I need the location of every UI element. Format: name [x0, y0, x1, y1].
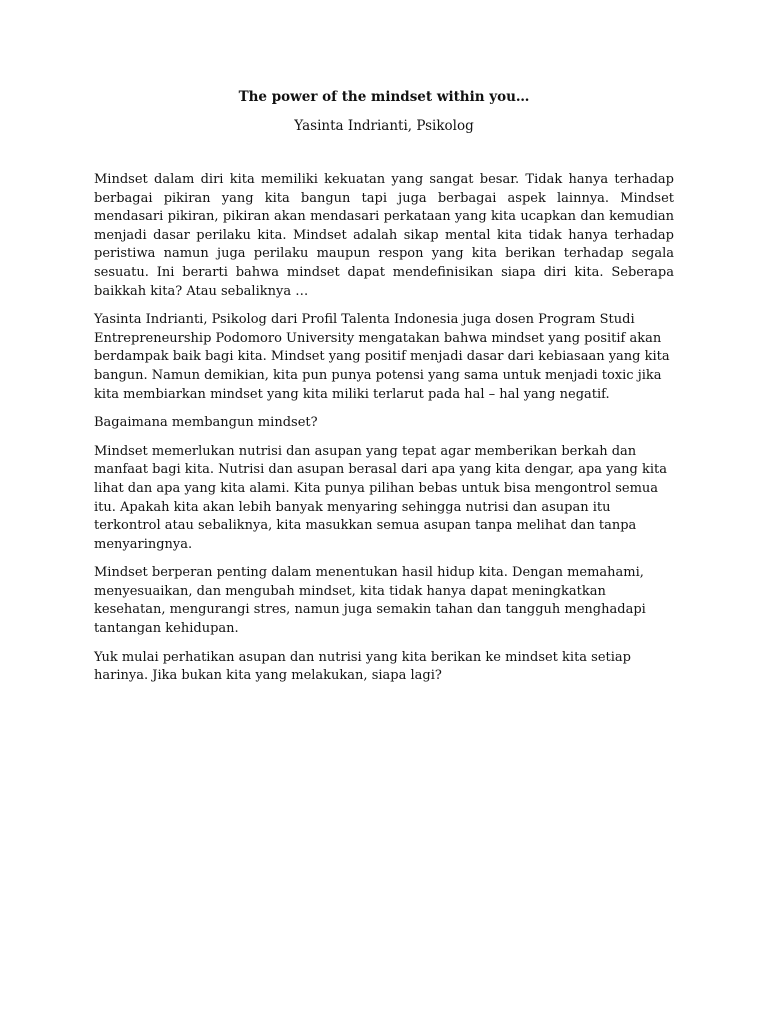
- paragraph-nutrition: Mindset memerlukan nutrisi dan asupan yang tepat agar memberikan berkah dan manfaat bagi kita. Nutrisi dan asupan berasal dari apa yang kita dengar, apa yang kita lihat dan apa yang kita alami. Kita punya pilihan bebas untuk bisa mengontrol semua itu. Apakah kita akan lebih banyak menyaring sehingga nutrisi dan asupan itu terkontrol atau sebaliknya, kita masukkan semua asupan tanpa melihat dan tanpa menyaringnya.: [94, 443, 668, 552]
- paragraph-intro: Mindset dalam diri kita memiliki kekuatan yang sangat besar. Tidak hanya terhadap berbagai pikiran yang kita bangun tapi juga berbagai aspek lainnya. Mindset mendasari pikiran, pikiran akan mendasari perkataan yang kita ucapkan dan kemudian menjadi dasar perilaku kita. Mindset adalah sikap mental kita tidak hanya terhadap peristiwa namun juga perilaku maupun respon yang kita berikan terhadap segala sesuatu. Ini berarti bahwa mindset dapat mendefinisikan siapa diri kita. Seberapa baikkah kita? Atau sebaliknya …: [94, 172, 674, 299]
- document-author: Yasinta Indrianti, Psikolog: [294, 118, 474, 134]
- section-question: Bagaimana membangun mindset?: [94, 415, 318, 431]
- document-title: The power of the mindset within you…: [238, 89, 530, 105]
- paragraph-role: Mindset berperan penting dalam menentukan hasil hidup kita. Dengan memahami, menyesuaikan, dan mengubah mindset, kita tidak hanya dapat meningkatkan kesehatan, mengurangi stres, namun juga semakin tahan dan tangguh menghadapi tantangan kehidupan.: [94, 565, 646, 637]
- paragraph-speaker: Yasinta Indrianti, Psikolog dari Profil Talenta Indonesia juga dosen Program Studi Entrepreneurship Podomoro University mengatakan bahwa mindset yang positif akan berdampak baik bagi kita. Mindset yang positif menjadi dasar dari kebiasaan yang kita bangun. Namun demikian, kita pun punya potensi yang sama untuk menjadi toxic jika kita membiarkan mindset yang kita miliki terlarut pada hal – hal yang negatif.: [94, 312, 670, 402]
- paragraph-closing: Yuk mulai perhatikan asupan dan nutrisi yang kita berikan ke mindset kita setiap harinya. Jika bukan kita yang melakukan, siapa lagi?: [94, 649, 631, 684]
- document-body: [94, 171, 674, 696]
